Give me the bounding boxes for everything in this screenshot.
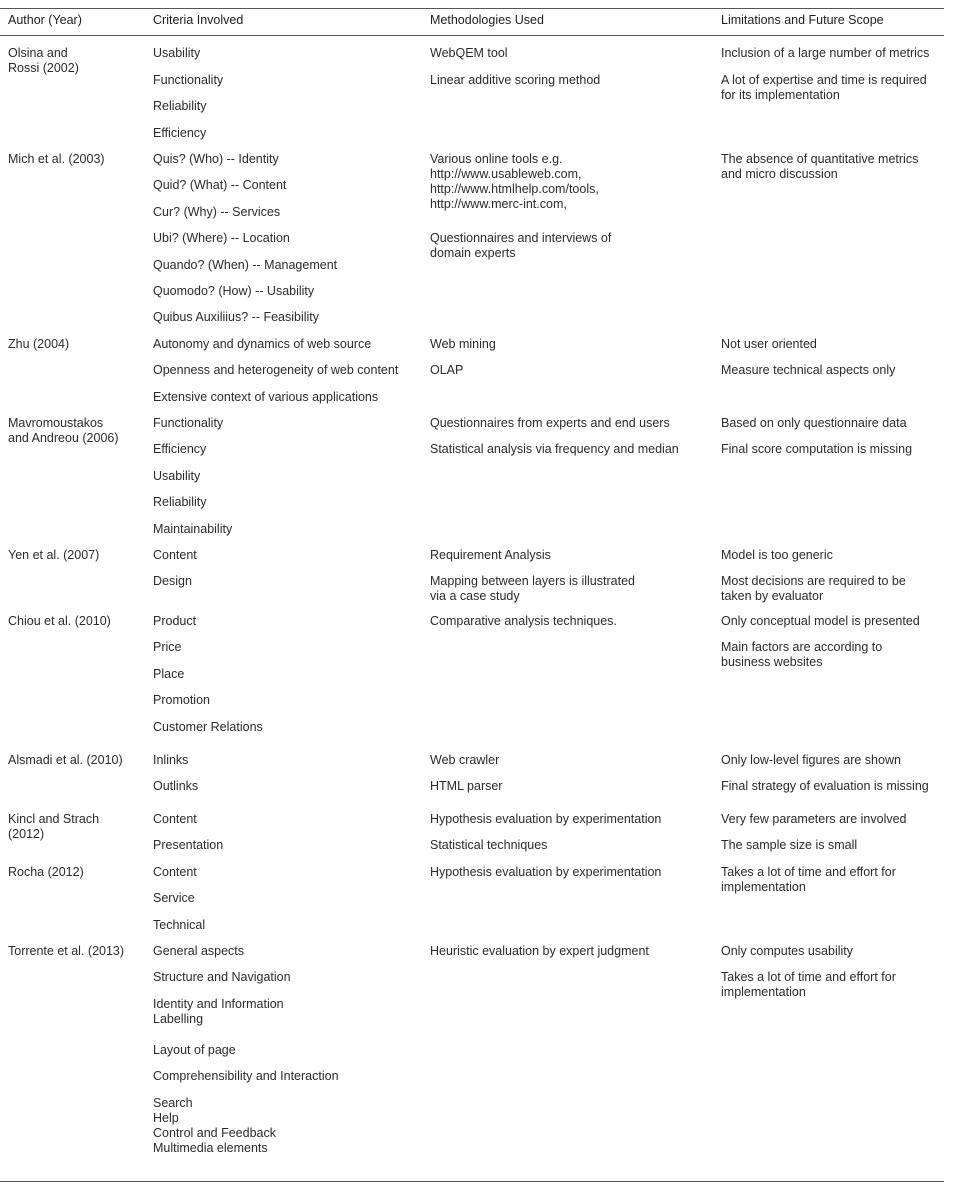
- author-cell: Mich et al. (2003): [8, 152, 105, 166]
- criteria-item: Usability: [153, 469, 201, 483]
- limitation-item: Main factors are according to business websites: [721, 640, 883, 669]
- criteria-item: Presentation: [153, 838, 224, 852]
- criteria-item: Quis? (Who) -- Identity: [153, 152, 279, 166]
- limitation-item: Model is too generic: [721, 548, 833, 562]
- limitation-item: Inclusion of a large number of metrics: [721, 46, 930, 60]
- criteria-item: Inlinks: [153, 753, 189, 767]
- criteria-item: Service: [153, 891, 195, 905]
- methodology-item: Requirement Analysis: [430, 548, 551, 562]
- limitation-item: Very few parameters are involved: [721, 812, 907, 826]
- methodology-item: Statistical analysis via frequency and median: [430, 442, 679, 456]
- limitation-item: Only low-level figures are shown: [721, 753, 901, 767]
- criteria-item: Autonomy and dynamics of web source: [153, 337, 372, 351]
- criteria-item: Place: [153, 667, 185, 681]
- header-criteria: Criteria Involved: [153, 13, 244, 27]
- criteria-item: Design: [153, 574, 192, 588]
- author-cell: Alsmadi et al. (2010): [8, 753, 123, 767]
- criteria-item: Cur? (Why) -- Services: [153, 205, 281, 219]
- criteria-item: Quid? (What) -- Content: [153, 178, 287, 192]
- methodology-item: Comparative analysis techniques.: [430, 614, 617, 628]
- criteria-item: Content: [153, 812, 197, 826]
- author-cell: Rocha (2012): [8, 865, 84, 879]
- criteria-item: Reliability: [153, 99, 207, 113]
- limitation-item: Not user oriented: [721, 337, 817, 351]
- criteria-item: Extensive context of various applications: [153, 390, 379, 404]
- methodology-item: WebQEM tool: [430, 46, 508, 60]
- author-cell: Olsina and Rossi (2002): [8, 46, 79, 75]
- criteria-item: General aspects: [153, 944, 245, 958]
- criteria-item: Promotion: [153, 693, 210, 707]
- criteria-item: Quibus Auxiliius? -- Feasibility: [153, 310, 320, 324]
- limitation-item: A lot of expertise and time is required for its implementation: [721, 73, 927, 102]
- criteria-item: Price: [153, 640, 182, 654]
- author-cell: Zhu (2004): [8, 337, 70, 351]
- top-rule: [0, 8, 944, 9]
- methodology-item: Hypothesis evaluation by experimentation: [430, 812, 662, 826]
- criteria-item: Product: [153, 614, 197, 628]
- limitation-item: Takes a lot of time and effort for implementation: [721, 865, 896, 894]
- criteria-item: Outlinks: [153, 779, 199, 793]
- criteria-item: Quomodo? (How) -- Usability: [153, 284, 315, 298]
- methodology-item: HTML parser: [430, 779, 503, 793]
- header-rule: [0, 35, 944, 36]
- limitation-item: Measure technical aspects only: [721, 363, 896, 377]
- methodology-item: OLAP: [430, 363, 464, 377]
- criteria-item: Efficiency: [153, 126, 207, 140]
- methodology-item: Statistical techniques: [430, 838, 548, 852]
- criteria-item: Functionality: [153, 73, 224, 87]
- author-cell: Mavromoustakos and Andreou (2006): [8, 416, 119, 445]
- header-methodologies: Methodologies Used: [430, 13, 544, 27]
- limitation-item: Final score computation is missing: [721, 442, 913, 456]
- author-cell: Torrente et al. (2013): [8, 944, 125, 958]
- criteria-item: Comprehensibility and Interaction: [153, 1069, 339, 1083]
- limitation-item: Final strategy of evaluation is missing: [721, 779, 929, 793]
- limitation-item: The absence of quantitative metrics and micro discussion: [721, 152, 919, 181]
- header-limitations: Limitations and Future Scope: [721, 13, 884, 27]
- limitation-item: The sample size is small: [721, 838, 858, 852]
- criteria-item: Customer Relations: [153, 720, 263, 734]
- bottom-rule: [0, 1181, 944, 1182]
- criteria-item: Ubi? (Where) -- Location: [153, 231, 290, 245]
- methodology-item: Mapping between layers is illustrated via a case study: [430, 574, 635, 603]
- methodology-item: Web mining: [430, 337, 496, 351]
- author-cell: Yen et al. (2007): [8, 548, 100, 562]
- criteria-item: Identity and Information Labelling: [153, 997, 284, 1026]
- criteria-item: Structure and Navigation: [153, 970, 291, 984]
- limitation-item: Takes a lot of time and effort for implementation: [721, 970, 896, 999]
- methodology-item: Questionnaires and interviews of domain experts: [430, 231, 612, 260]
- criteria-item: Efficiency: [153, 442, 207, 456]
- criteria-item: Maintainability: [153, 522, 233, 536]
- criteria-item: Openness and heterogeneity of web content: [153, 363, 399, 377]
- author-cell: Chiou et al. (2010): [8, 614, 111, 628]
- criteria-item: Reliability: [153, 495, 207, 509]
- methodology-item: Hypothesis evaluation by experimentation: [430, 865, 662, 879]
- criteria-item: Layout of page: [153, 1043, 236, 1057]
- criteria-item: Functionality: [153, 416, 224, 430]
- author-cell: Kincl and Strach (2012): [8, 812, 100, 841]
- methodology-item: Linear additive scoring method: [430, 73, 601, 87]
- limitation-item: Only computes usability: [721, 944, 854, 958]
- header-author: Author (Year): [8, 13, 82, 27]
- methodology-item: Web crawler: [430, 753, 500, 767]
- limitation-item: Based on only questionnaire data: [721, 416, 907, 430]
- methodology-item: Questionnaires from experts and end users: [430, 416, 670, 430]
- limitation-item: Only conceptual model is presented: [721, 614, 920, 628]
- criteria-item: Content: [153, 548, 197, 562]
- criteria-item: Search Help Control and Feedback Multimedia elements: [153, 1096, 276, 1155]
- methodology-item: Various online tools e.g. http://www.usableweb.com, http://www.htmlhelp.com/tools, http://www.merc-int.com,: [430, 152, 599, 211]
- criteria-item: Usability: [153, 46, 201, 60]
- criteria-item: Technical: [153, 918, 206, 932]
- methodology-item: Heuristic evaluation by expert judgment: [430, 944, 649, 958]
- criteria-item: Quando? (When) -- Management: [153, 258, 338, 272]
- limitation-item: Most decisions are required to be taken by evaluator: [721, 574, 906, 603]
- criteria-item: Content: [153, 865, 197, 879]
